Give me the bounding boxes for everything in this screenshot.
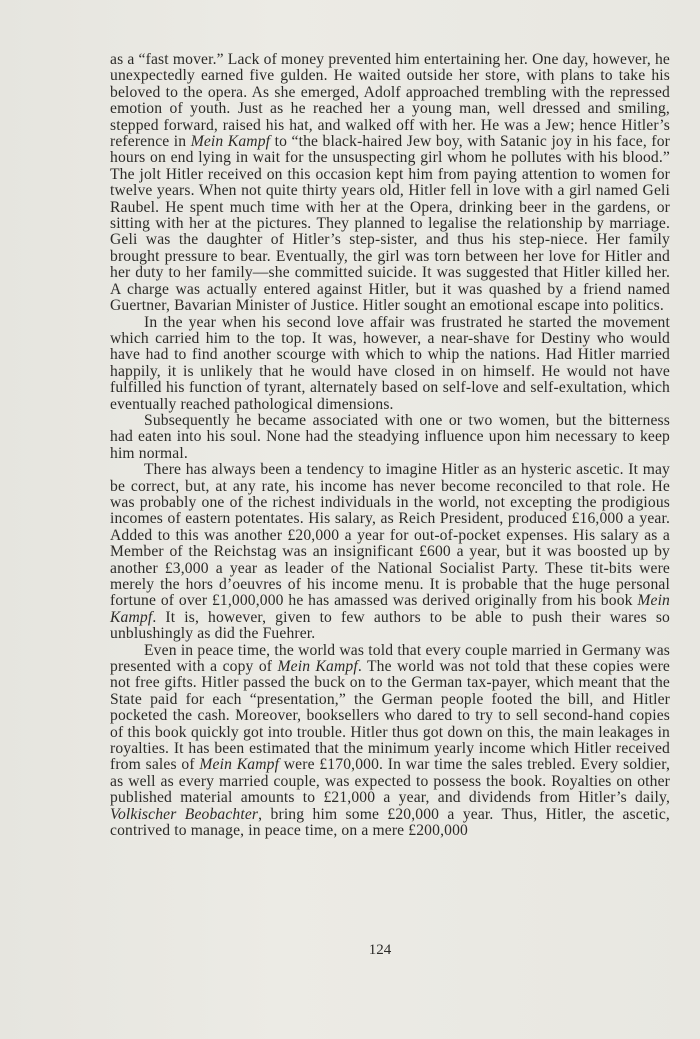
text-run: were £170,000. In war time the sales trebled. Every soldier, as well as every married couple, was expected to possess the book. Royalties on other published material amounts to £21,000 a year, and dividends from Hitler’s daily, <box>110 756 670 807</box>
paragraph <box>110 462 670 642</box>
text-run: . The world was not told that these copies were not free gifts. Hitler passed the buck on to the German tax-payer, which meant that the State paid for each “presentation,” the German people footed the bill, and Hitler pocketed the cash. Moreover, booksellers who dared to try to sell second-hand copies of this book quickly got into trouble. Hitler thus got down on this, the main leakages in royalties. It has been estimated that the minimum yearly income which Hitler received from sales of <box>110 658 671 774</box>
italic-title: Mein Kampf <box>199 756 280 774</box>
paragraph <box>110 315 670 413</box>
italic-title: Mein Kampf <box>190 133 271 151</box>
text-run: Subsequently he became associated with one or two women, but the bitterness had eaten into his soul. None had the steadying influence upon him necessary to keep him normal. <box>110 411 670 462</box>
paragraph <box>110 52 670 315</box>
italic-title: Mein Kampf <box>110 592 670 626</box>
text-run: Even in peace time, the world was told that every couple married in Germany was presented with a copy of <box>110 641 670 676</box>
text-run: to “the black-haired Jew boy, with Satanic joy in his face, for hours on end lying in wait for the unsuspecting girl whom he pollutes with his blood.” The jolt Hitler received on this occasion kept him from paying attention to women for twelve years. When not quite thirty years old, Hitler fell in love with a girl named Geli Raubel. He spent much time with her at the Opera, drinking beer in the gardens, or sitting with her at the pictures. They planned to legalise the relationship by marriage. Geli was the daughter of Hitler’s step-sister, and thus his step-niece. Her family brought pressure to bear. Eventually, the girl was torn between her love for Hitler and her duty to her family—she committed suicide. It was suggested that Hitler killed her. A charge was actually entered against Hitler, but it was quashed by a friend named Guertner, Bavarian Minister of Justice. Hitler sought an emotional escape into politics. <box>110 133 671 315</box>
text-run: as a “fast mover.” Lack of money prevented him entertaining her. One day, however, he unexpectedly earned five gulden. He waited outside her store, with plans to take his beloved to the opera. As she emerged, Adolf approached trembling with the repressed emotion of youth. Just as he reached her a young man, well dressed and smiling, stepped forward, raised his hat, and walked off with her. He was a Jew; hence Hitler’s reference in <box>110 51 670 151</box>
text-run: In the year when his second love affair was frustrated he started the movement which carried him to the top. It was, however, a near-shave for Destiny who would have had to find another scourge with which to whip the nations. Had Hitler married happily, it is unlikely that he would have closed in on himself. He would not have fulfilled his function of tyrant, alternately based on self-love and self-exultation, which eventually reached pathological dimensions. <box>110 313 670 413</box>
page-number: 124 <box>368 942 392 958</box>
paragraph <box>110 413 670 462</box>
text-run: , bring him some £20,000 a year. Thus, Hitler, the ascetic, contrived to manage, in peace time, on a mere £200,000 <box>110 805 670 840</box>
text-run: There has always been a tendency to imagine Hitler as an hysteric ascetic. It may be correct, but, at any rate, his income has never become reconciled to that role. He was probably one of the richest individuals in the world, not excepting the prodigious incomes of eastern potentates. His salary, as Reich President, produced £16,000 a year. Added to this was another £20,000 a year for out-of-pocket expenses. His salary as a Member of the Reichstag was an insignificant £600 a year, but it was boosted up by another £3,000 a year as leader of the National Socialist Party. These tit-bits were merely the hors d’oeuvres of his income menu. It is probable that the huge personal fortune of over £1,000,000 he has amassed was derived originally from his book <box>110 461 670 610</box>
paragraph <box>110 643 670 840</box>
italic-title: Volkischer Beobachter <box>110 805 259 823</box>
text-run: . It is, however, given to few authors to be able to push their wares so unblushingly as did the Fuehrer. <box>110 608 670 643</box>
italic-title: Mein Kampf <box>277 658 358 676</box>
body-text <box>110 52 670 840</box>
